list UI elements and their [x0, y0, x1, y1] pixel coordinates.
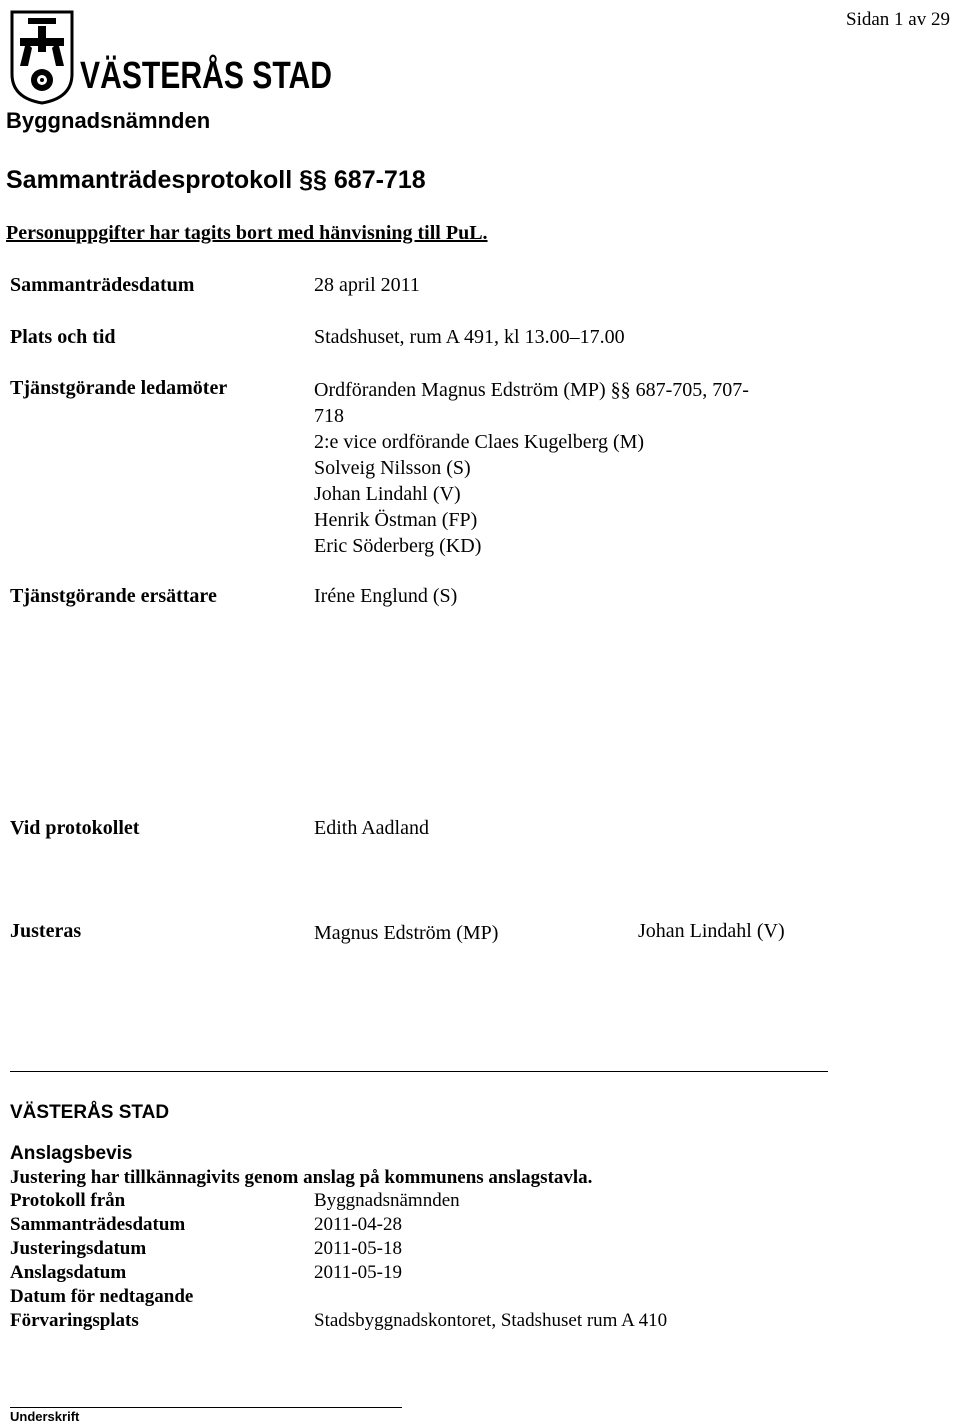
vasteras-stad-logo	[6, 4, 399, 104]
notice-row-label: Protokoll från	[10, 1190, 126, 1211]
member-line: Ordföranden Magnus Edström (MP) §§ 687-705, 707-	[314, 379, 749, 401]
member-line: 718	[314, 405, 344, 427]
notice-heading: Anslagsbevis	[10, 1143, 133, 1164]
member-line: Eric Söderberg (KD)	[314, 535, 482, 557]
logo-wordmark: VÄSTERÅS STAD	[80, 55, 399, 97]
adjuster-one: Magnus Edström (MP)	[314, 922, 499, 944]
notice-row-label: Anslagsdatum	[10, 1262, 127, 1283]
notice-row-value: Stadsbyggnadskontoret, Stadshuset rum A 410	[314, 1310, 668, 1331]
substitutes-value: Iréne Englund (S)	[314, 585, 458, 607]
notice-row-label: Justeringsdatum	[10, 1238, 147, 1259]
protocol-title: Sammanträdesprotokoll §§ 687-718	[6, 166, 426, 194]
notice-row-label: Sammanträdesdatum	[10, 1214, 186, 1235]
members-list	[314, 377, 749, 559]
substitutes-label: Tjänstgörande ersättare	[10, 585, 217, 607]
member-line: Solveig Nilsson (S)	[314, 457, 471, 479]
page-number: Sidan 1 av 29	[846, 9, 950, 30]
city-coat-of-arms-icon	[12, 12, 72, 103]
notice-org: VÄSTERÅS STAD	[10, 1102, 170, 1123]
adjusted-by-label: Justeras	[10, 920, 82, 942]
notice-row-label: Förvaringsplats	[10, 1310, 139, 1331]
notice-row-value: 2011-05-19	[314, 1262, 402, 1283]
place-value: Stadshuset, rum A 491, kl 13.00–17.00	[314, 326, 625, 348]
members-label: Tjänstgörande ledamöter	[10, 377, 228, 399]
signature-label: Underskrift	[10, 1409, 80, 1424]
privacy-note: Personuppgifter har tagits bort med hänvisning till PuL.	[6, 222, 488, 244]
secretary-label: Vid protokollet	[10, 817, 140, 839]
notice-row-label: Datum för nedtagande	[10, 1286, 194, 1307]
notice-row-value: Byggnadsnämnden	[314, 1190, 460, 1211]
member-line: 2:e vice ordförande Claes Kugelberg (M)	[314, 431, 645, 453]
place-label: Plats och tid	[10, 326, 116, 348]
meeting-date-label: Sammanträdesdatum	[10, 274, 195, 296]
section-divider	[10, 1071, 828, 1072]
notice-statement: Justering har tillkännagivits genom anslag på kommunens anslagstavla.	[10, 1167, 593, 1188]
secretary-value: Edith Aadland	[314, 817, 429, 839]
adjuster-two: Johan Lindahl (V)	[638, 920, 785, 942]
committee-name: Byggnadsnämnden	[6, 108, 211, 133]
member-line: Henrik Östman (FP)	[314, 509, 478, 531]
meeting-date-value: 28 april 2011	[314, 274, 420, 296]
notice-row-value: 2011-05-18	[314, 1238, 402, 1259]
member-line: Johan Lindahl (V)	[314, 483, 461, 505]
signature-line	[10, 1407, 402, 1408]
notice-row-value: 2011-04-28	[314, 1214, 402, 1235]
